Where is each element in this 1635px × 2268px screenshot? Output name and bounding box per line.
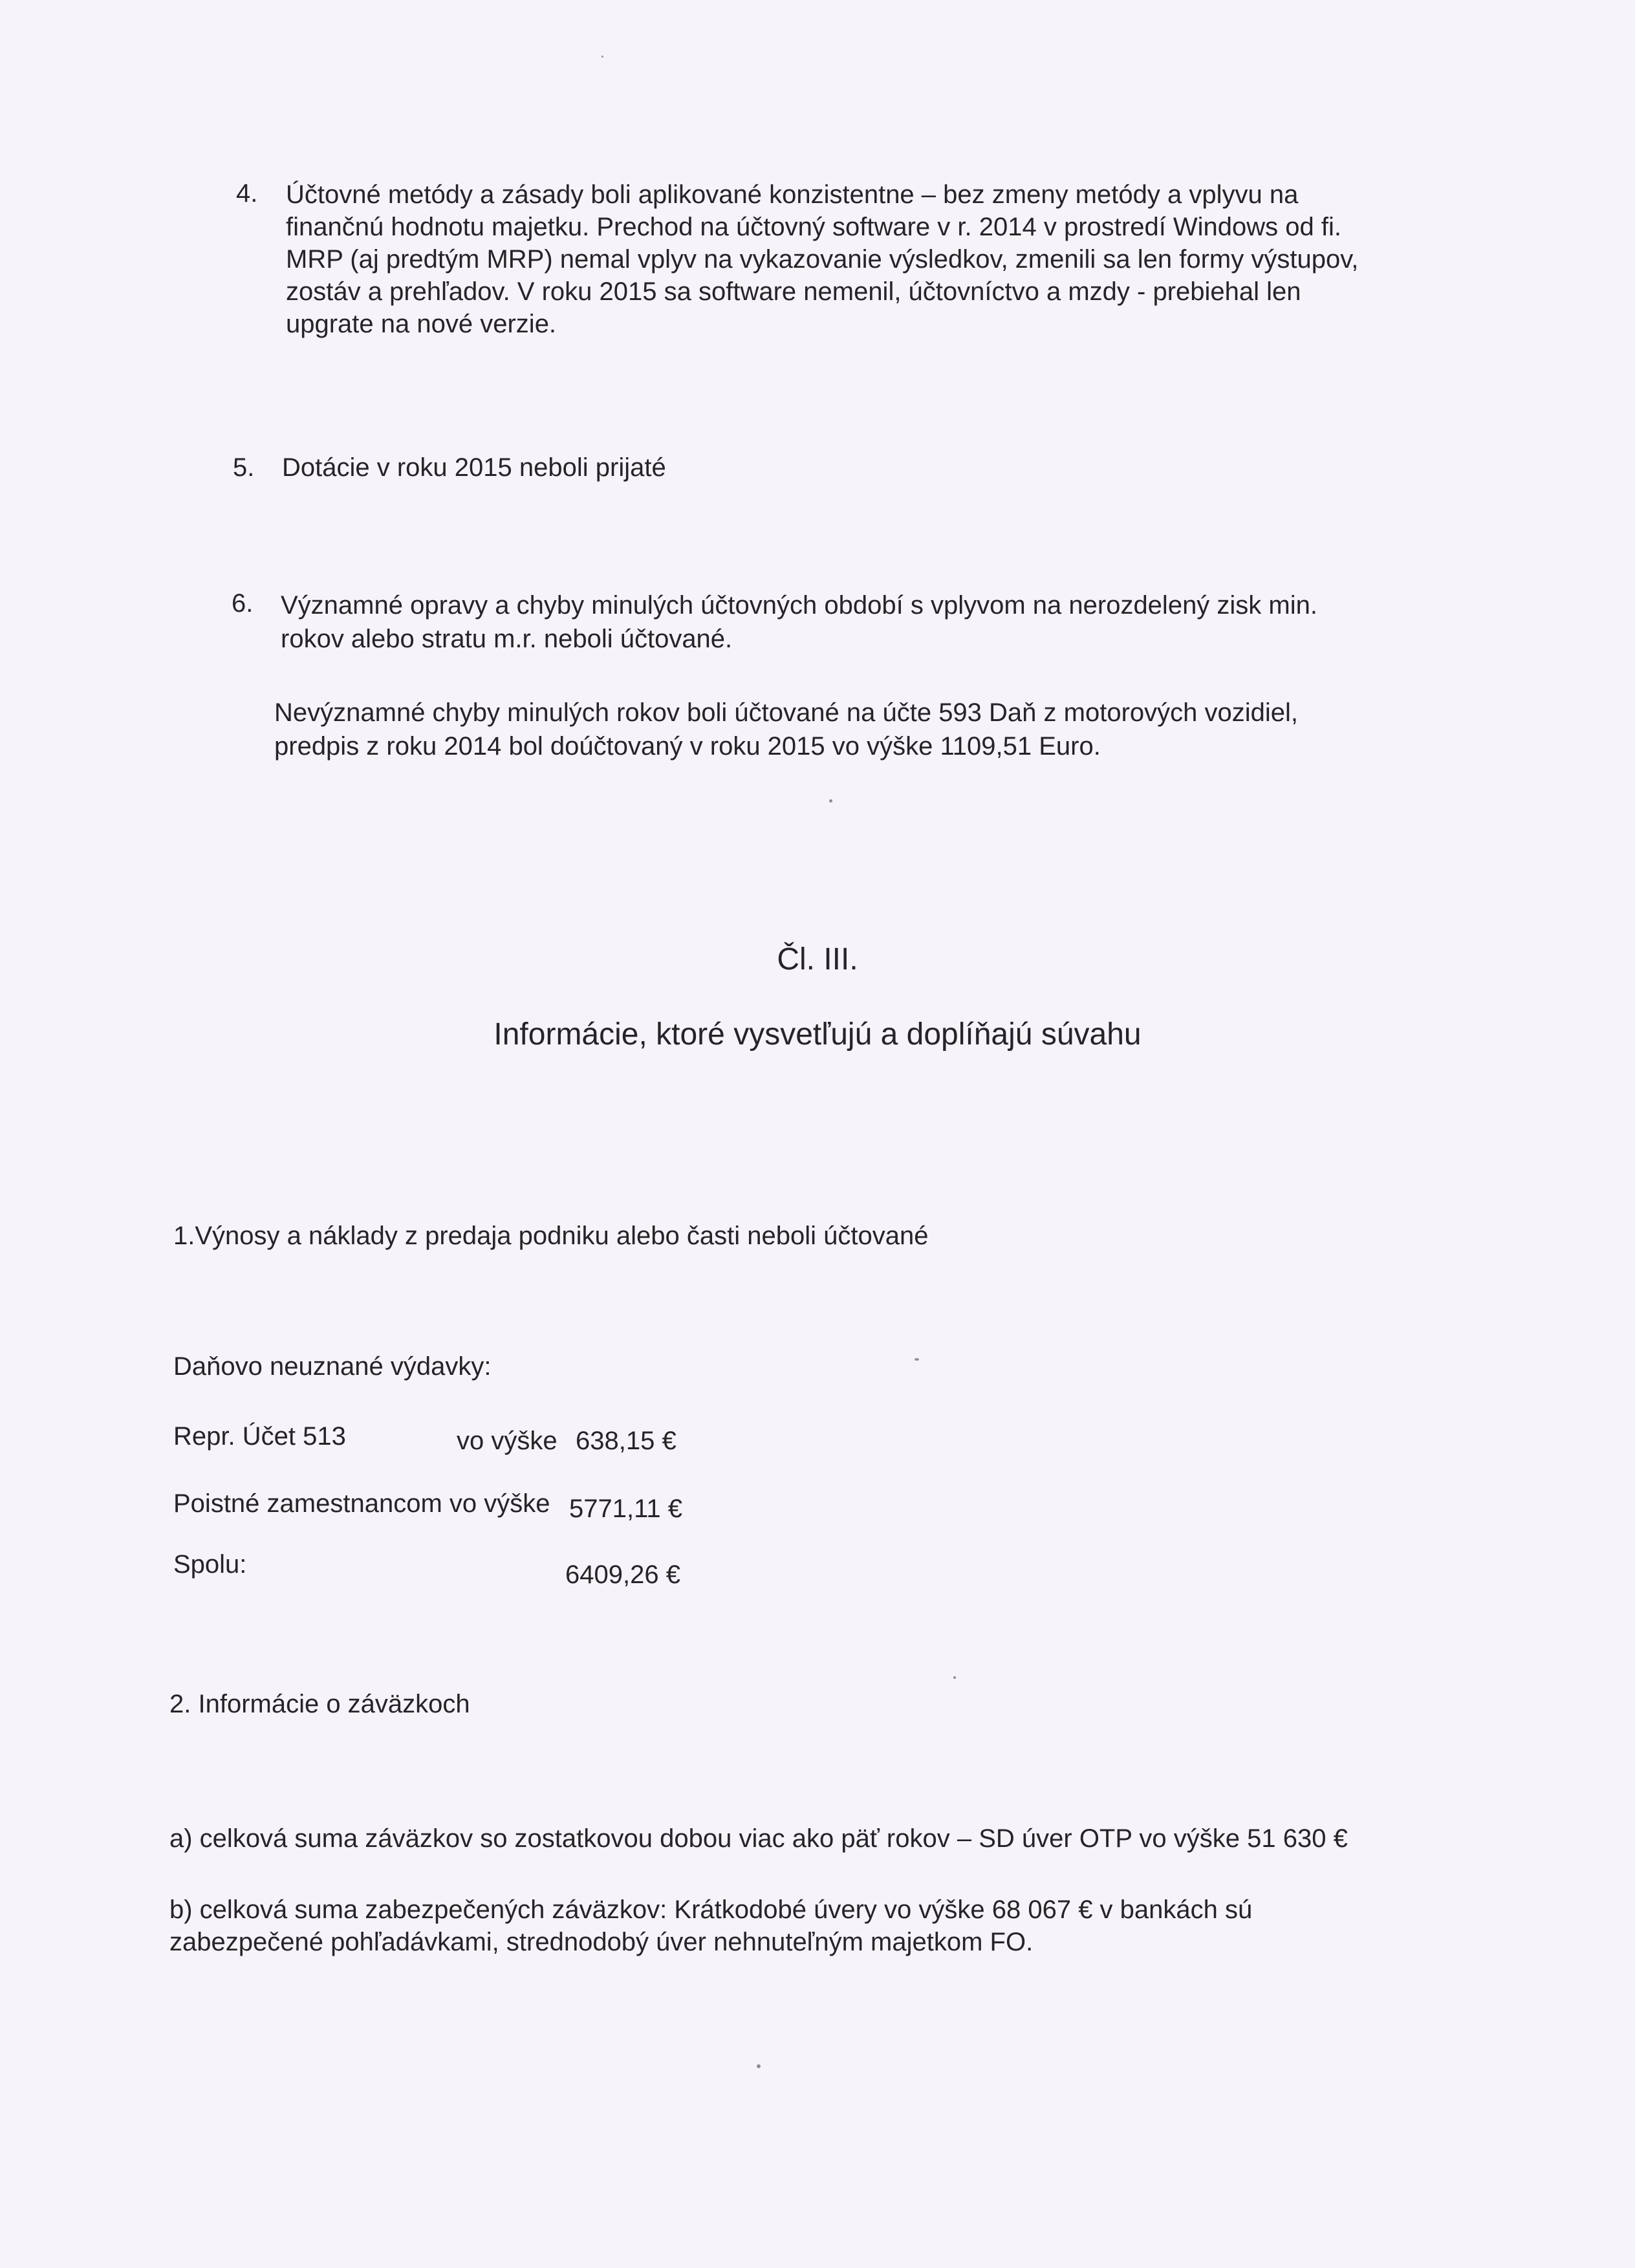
item-4-line: upgrate na nové verzie. (286, 310, 557, 338)
scan-speck (953, 1676, 956, 1679)
expense-row-label: Repr. Účet 513 (173, 1422, 346, 1451)
expense-row-label: Poistné zamestnancom vo výške (173, 1489, 550, 1518)
item-6-note-line: Nevýznamné chyby minulých rokov boli účtované na účte 593 Daň z motorových vozidiel, (274, 698, 1299, 727)
item-4-line: Účtovné metódy a zásady boli aplikované konzistentne – bez zmeny metódy a vplyvu na (286, 180, 1299, 209)
section-title: Informácie, ktoré vysvetľujú a doplíňajú súvahu (493, 1017, 1142, 1052)
expense-row-amount: 5771,11 € (569, 1495, 682, 1523)
expense-row-amount: 6409,26 € (565, 1561, 680, 1589)
item-6-number: 6. (232, 589, 254, 618)
expense-row-amount: 638,15 € (576, 1427, 677, 1455)
section-heading: Čl. III. (777, 942, 858, 977)
scan-speck (757, 2064, 761, 2068)
scan-speck (601, 56, 603, 58)
item-4-line: MRP (aj predtým MRP) nemal vplyv na vykazovanie výsledkov, zmenili sa len formy výstupov, (286, 245, 1359, 274)
item-5-text: Dotácie v roku 2015 neboli prijaté (282, 453, 666, 482)
item-5-number: 5. (233, 453, 255, 482)
item-4-line: zostáv a prehľadov. V roku 2015 sa software nemenil, účtovníctvo a mzdy - prebiehal len (286, 277, 1301, 306)
item-6-note (274, 696, 1298, 763)
point-1-text: 1.Výnosy a náklady z predaja podniku alebo časti neboli účtované (173, 1222, 929, 1250)
point-2-item-b-line: zabezpečené pohľadávkami, strednodobý úver nehnuteľným majetkom FO. (169, 1928, 1034, 1956)
item-4-number: 4. (236, 179, 258, 208)
item-6-text (281, 589, 1317, 656)
scan-speck (829, 799, 832, 803)
point-2-heading: 2. Informácie o záväzkoch (169, 1690, 470, 1718)
point-2-item-a: a) celková suma záväzkov so zostatkovou dobou viac ako päť rokov – SD úver OTP vo výške 51 630 € (169, 1824, 1348, 1853)
point-2-item-b (169, 1894, 1252, 1958)
scan-speck (915, 1358, 919, 1361)
item-4-line: finančnú hodnotu majetku. Prechod na účtovný software v r. 2014 v prostredí Windows od fi. (286, 213, 1342, 241)
item-4-text (286, 178, 1358, 340)
item-6-note-line: predpis z roku 2014 bol doúčtovaný v roku 2015 vo výške 1109,51 Euro. (274, 732, 1101, 761)
expense-row-label: Spolu: (173, 1550, 247, 1579)
item-6-line: rokov alebo stratu m.r. neboli účtované. (281, 625, 733, 653)
expenses-heading: Daňovo neuznané výdavky: (173, 1352, 492, 1381)
item-6-line: Významné opravy a chyby minulých účtovných období s vplyvom na nerozdelený zisk min. (281, 591, 1317, 620)
point-2-item-b-line: b) celková suma zabezpečených záväzkov: Krátkodobé úvery vo výške 68 067 € v bankách sú (169, 1895, 1253, 1924)
expense-row-prefix: vo výške (457, 1427, 558, 1455)
